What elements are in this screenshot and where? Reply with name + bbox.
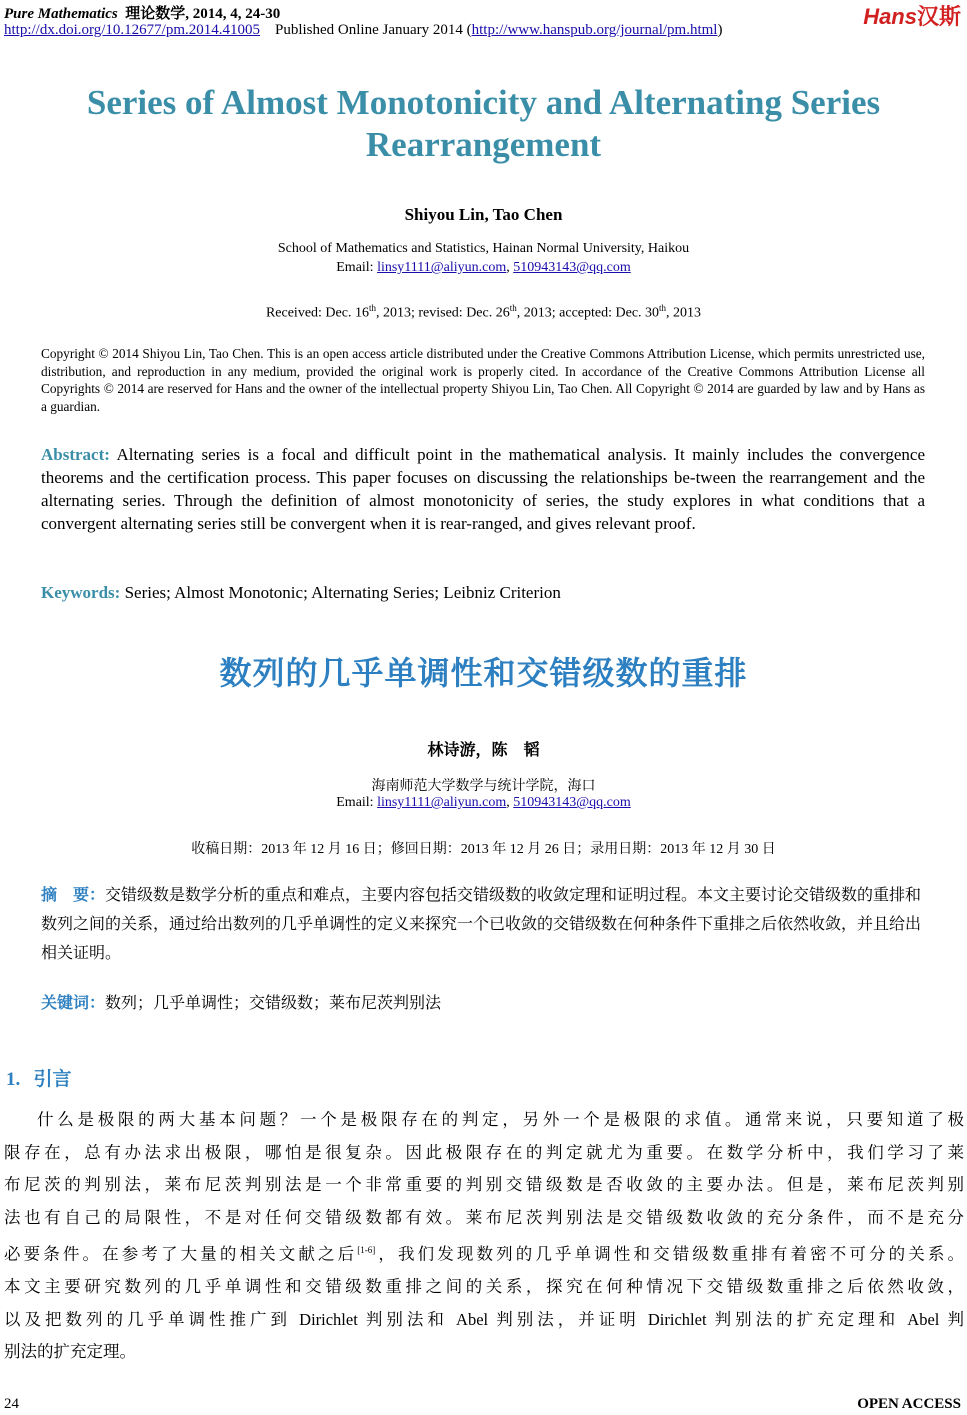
journal-header [4,2,280,23]
abstract-text: Alternating series is a focal and difficult point in the mathematical analysis. It mainly includes the convergence theorems and the certification process. This paper focuses on discussing the relationships be-tween the rearrangement and the alternating series. Through the definition of almost monotonicity of series, the study explores in what conditions that a convergent alternating series still be convergent when it is rear-ranged, and gives relevant proof. [41,445,925,533]
email-sep: , [506,795,514,810]
body-line: 什么是极限的两大基本问题？一个是极限存在的判定，另外一个是极限的求值。通常来说，只要知道了极 [37,1110,964,1129]
paper-title [0,82,967,166]
section-heading [6,1064,72,1091]
t: th [368,303,376,313]
journal-name: Pure Mathematics [4,6,118,22]
cn-abstract [41,880,925,968]
paren: ) [717,22,723,38]
t: , 2013; revised: Dec. 26 [375,305,510,321]
cn-abstract-text: 交错级数是数学分析的重点和难点，主要内容包括交错级数的收敛定理和证明过程。本文主要讨论交错级数的重排和数列之间的关系，通过给出数列的几乎单调性的定义来探究一个已收敛的交错级数在何种条件下重排之后依然收敛，并且给出相关证明。 [41,887,922,962]
body-line: 本文主要研究数列的几乎单调性和交错级数重排之间的关系，探究在何种情况下交错级数重排之后依然收敛， [4,1277,964,1296]
cn-title: 数列的几乎单调性和交错级数的重排 [219,654,748,692]
logo-en: Hans [863,4,917,29]
citation[interactable]: [1-6] [357,1245,376,1255]
email-link-2[interactable]: 510943143@qq.com [513,260,631,275]
abstract [41,443,925,535]
body-line: 法也有自己的局限性，不是对任何交错级数都有效。莱布尼茨判别法是交错级数收敛的充分条件，而不是充分 [4,1207,964,1227]
open-access-label: OPEN ACCESS [857,1396,961,1412]
abstract-label: Abstract: [41,445,110,464]
section-number: 1. [6,1069,21,1090]
affiliation: School of Mathematics and Statistics, Hainan Normal University, Haikou [277,241,690,256]
intro-paragraph [4,1104,964,1369]
email-label: Email: [336,260,378,275]
body-text: 必要条件。在参考了大量的相关文献之后 [4,1244,358,1264]
t: , 2013; accepted: Dec. 30 [516,305,660,321]
body-line: 限存在，总有办法求出极限，哪怕是很复杂。因此极限存在的判定就尤为重要。在数学分析中，我们学习了莱 [4,1142,964,1162]
cn-keywords-label: 关键词： [41,993,106,1012]
received-dates [0,303,967,322]
t: Received: Dec. 16 [265,305,369,321]
copyright-notice: Copyright © 2014 Shiyou Lin, Tao Chen. This is an open access article distributed under the Creative Commons Attribution License, which permits unrestricted use, distribution, and reproduction in any medium, provided the original work is properly cited. In accordance of the Creative Commons Attribution License all Copyrights © 2014 are reserved for Hans and the owner of the intellectual property Shiyou Lin, Tao Chen. All Copyright © 2014 are guarded by law and by Hans as a guardian. [41,346,925,414]
logo-cn: 汉斯 [916,4,961,29]
cn-email-line [0,795,967,811]
journal-info: 理论数学, 2014, 4, 24-30 [125,6,281,22]
body-text: ，我们发现数列的几乎单调性和交错级数重排有着密不可分的关系。 [375,1244,964,1264]
doi-line [4,22,722,39]
cn-authors: 林诗游，陈 韬 [427,742,540,759]
section-title: 引言 [33,1068,72,1090]
body-line: 布尼茨的判别法，莱布尼茨判别法是一个非常重要的判别交错级数是否收敛的主要办法。但是，莱布尼茨判别 [4,1175,964,1194]
authors: Shiyou Lin, Tao Chen [404,205,563,224]
t: th [509,303,517,313]
email-link-2[interactable]: 510943143@qq.com [513,795,631,810]
email-label: Email: [336,795,378,810]
email-link-1[interactable]: linsy1111@aliyun.com [377,795,507,810]
keywords [41,583,561,603]
title-line-2: Rearrangement [365,125,602,164]
cn-affiliation: 海南师范大学数学与统计学院，海口 [371,779,596,794]
body-line: 别法的扩充定理。 [4,1342,136,1361]
keywords-label: Keywords: [41,583,121,602]
cn-keywords-text: 数列；几乎单调性；交错级数；莱布尼茨判别法 [105,995,442,1012]
doi-link[interactable]: http://dx.doi.org/10.12677/pm.2014.41005 [4,22,260,38]
body-line [4,1234,964,1271]
title-line-1: Series of Almost Monotonicity and Alternating Series [86,83,881,122]
cn-abstract-label: 摘 要： [41,885,106,904]
email-line [0,260,967,276]
email-link-1[interactable]: linsy1111@aliyun.com [377,260,507,275]
keywords-text: Series; Almost Monotonic; Alternating Series; Leibniz Criterion [120,583,561,602]
page-number: 24 [4,1396,19,1412]
email-sep: , [506,260,514,275]
published-text: Published Online January 2014 ( [274,22,472,38]
t: , 2013 [666,305,702,321]
cn-received-dates: 收稿日期：2013 年 12 月 16 日；修回日期：2013 年 12 月 26 日；录用日期：2013 年 12 月 30 日 [191,842,776,857]
journal-url-link[interactable]: http://www.hanspub.org/journal/pm.html [471,22,718,38]
cn-keywords [41,990,441,1013]
t: th [659,303,667,313]
body-line: 以及把数列的几乎单调性推广到 Dirichlet 判别法和 Abel 判别法，并证明 Dirichlet 判别法的扩充定理和 Abel 判 [4,1309,964,1329]
hans-logo [863,0,961,31]
